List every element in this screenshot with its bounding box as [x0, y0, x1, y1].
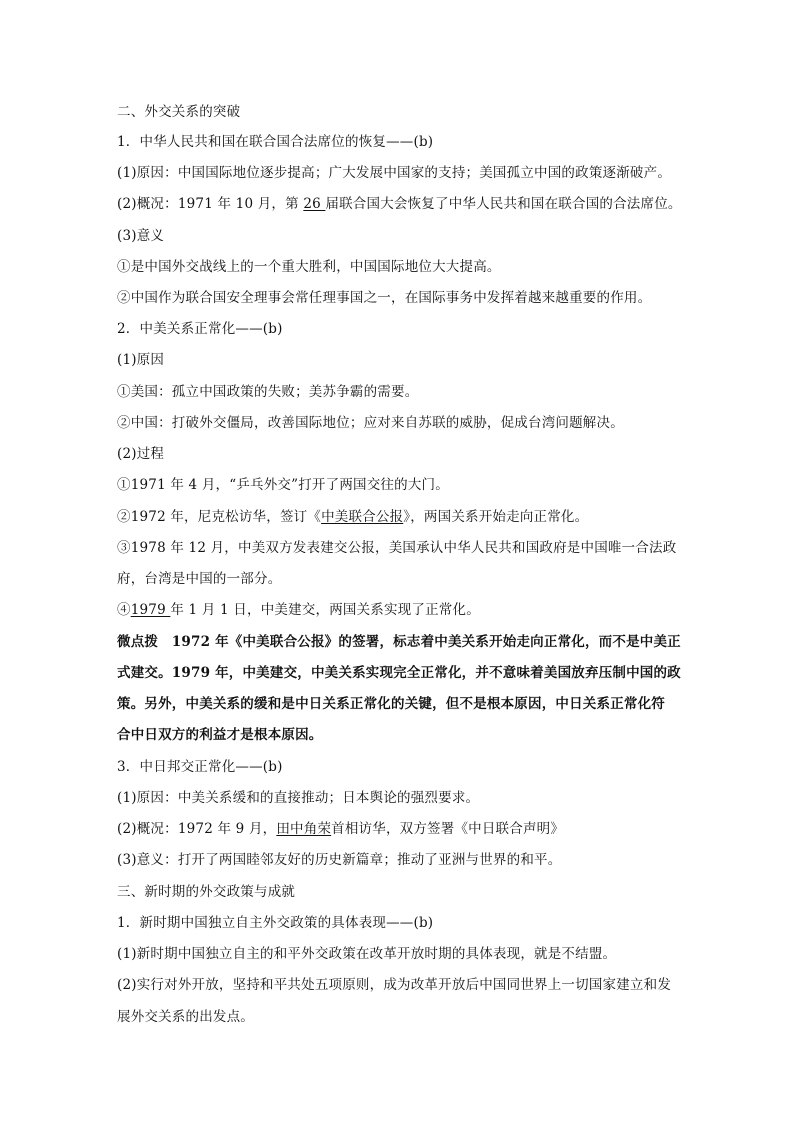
tip-paragraph-line: 合中日双方的利益才是根本原因。: [117, 727, 323, 743]
paragraph-line: [117, 508, 588, 526]
underlined-answer: 田中角荣: [276, 821, 332, 837]
subheading-sino-us: 2．中美关系正常化——(b): [117, 321, 283, 337]
text-run: (2)概况：1971 年 10 月，第: [117, 196, 304, 212]
paragraph-line: (1)原因：中美关系缓和的直接推动；日本舆论的强烈要求。: [117, 790, 480, 806]
section-heading-3: 三、新时期的外交政策与成就: [117, 884, 296, 900]
paragraph-line: ①1971 年 4 月，“乒乓外交”打开了两国交往的大门。: [117, 477, 449, 493]
paragraph-line: (3)意义: [117, 228, 165, 244]
subheading-un-seat: 1．中华人民共和国在联合国合法席位的恢复——(b): [117, 134, 434, 150]
paragraph-line: (3)意义：打开了两国睦邻友好的历史新篇章；推动了亚洲与世界的和平。: [117, 852, 562, 868]
paragraph-line: 府，台湾是中国的一部分。: [117, 571, 282, 587]
paragraph-line: [117, 195, 682, 213]
text-run: ④: [117, 602, 131, 618]
paragraph-line: ①美国：孤立中国政策的失败；美苏争霸的需要。: [117, 384, 419, 400]
underlined-answer: 1979: [130, 602, 171, 618]
text-run: 年 1 月 1 日，中美建交，两国关系实现了正常化。: [170, 602, 480, 618]
text-run: 首相访华，双方签署《中日联合声明》: [331, 821, 565, 837]
paragraph-line: ②中国作为联合国安全理事会常任理事国之一，在国际事务中发挥着越来越重要的作用。: [117, 290, 652, 306]
paragraph-line: ③1978 年 12 月，中美双方发表建交公报，美国承认中华人民共和国政府是中国唯一合法政: [117, 540, 677, 556]
underlined-answer: 26: [303, 196, 326, 212]
paragraph-line: 展外交关系的出发点。: [117, 1009, 254, 1025]
paragraph-line: (1)原因：中国国际地位逐步提高；广大发展中国家的支持；美国孤立中国的政策逐渐破产。: [117, 165, 672, 181]
underlined-answer: 中美联合公报: [321, 509, 404, 525]
paragraph-line: [117, 820, 564, 838]
paragraph-line: (1)新时期中国独立自主的和平外交政策在改革开放时期的具体表现，就是不结盟。: [117, 946, 617, 962]
subheading-sino-japan: 3．中日邦交正常化——(b): [117, 759, 283, 775]
text-run: (2)概况：1972 年 9 月，: [117, 821, 277, 837]
paragraph-line: ②中国：打破外交僵局，改善国际地位；应对来自苏联的威胁，促成台湾问题解决。: [117, 415, 624, 431]
paragraph-line: ①是中国外交战线上的一个重大胜利，中国国际地位大大提高。: [117, 259, 501, 275]
text-run: 届联合国大会恢复了中华人民共和国在联合国的合法席位。: [325, 196, 682, 212]
tip-paragraph-line: 式建交。1979 年，中美建交，中美关系实现完全正常化，并不意味着美国放弃压制中国的政: [117, 665, 681, 681]
paragraph-line: (2)实行对外开放，坚持和平共处五项原则，成为改革开放后中国同世界上一切国家建立和发: [117, 977, 672, 993]
tip-paragraph-line: 策。另外，中美关系的缓和是中日关系正常化的关键，但不是根本原因，中日关系正常化符: [117, 696, 665, 712]
tip-paragraph-line: 微点拨 1972 年《中美联合公报》的签署，标志着中美关系开始走向正常化，而不是中美正: [117, 634, 681, 650]
paragraph-line: (1)原因: [117, 352, 165, 368]
text-run: ②1972 年，尼克松访华，签订《: [117, 509, 322, 525]
section-heading-2: 二、外交关系的突破: [117, 104, 241, 120]
subheading-independent-policy: 1．新时期中国独立自主外交政策的具体表现——(b): [117, 915, 434, 931]
text-run: 》，两国关系开始走向正常化。: [403, 509, 589, 525]
paragraph-line: (2)过程: [117, 446, 165, 462]
paragraph-line: [117, 601, 480, 619]
